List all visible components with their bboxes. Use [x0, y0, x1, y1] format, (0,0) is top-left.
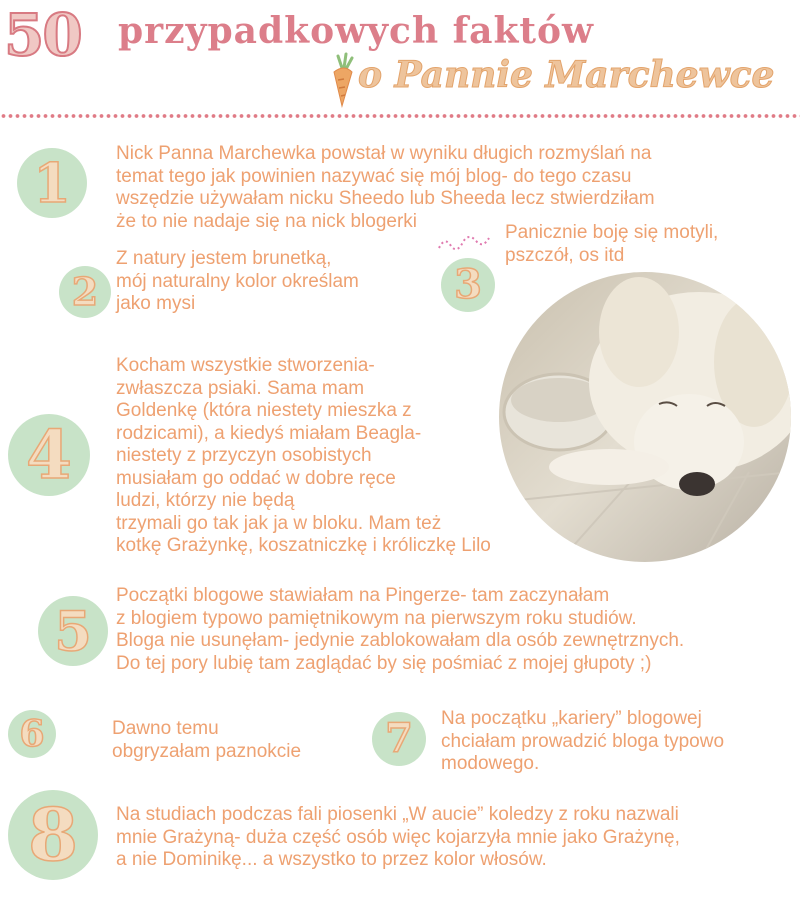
fact-1-text: Nick Panna Marchewka powstał w wyniku długich rozmyślań na temat tego jak powinien nazywać się mój blog- do tego czasu wszędzie używałam nicku Sheedo lub Sheeda lecz stwierdziłam że to nie nadaje się na nick blogerki	[116, 143, 655, 232]
fact-7-text: Na początku „kariery” blogowej chciałam prowadzić bloga typowo modowego.	[441, 708, 725, 774]
fact-3-number: 3	[454, 261, 482, 308]
fact-4-text: Kocham wszystkie stworzenia- zwłaszcza psiaki. Sama mam Goldenkę (która niestety mieszka z rodzicami), a kiedyś miałam Beagla- niestety z przyczyn osobistych musiałam go oddać w dobre ręce ludzi, którzy nie będą trzymali go tak jak ja w bloku. Mam też kotkę Grażynkę, koszatniczkę i króliczkę Lilo	[116, 355, 491, 556]
fact-5-number: 5	[54, 599, 92, 663]
fact-8-text: Na studiach podczas fali piosenki „W aucie” koledzy z roku nazwali mnie Grażyną- duża część osób więc kojarzyła mnie jako Grażynę, a nie Dominikę... a wszystko to przez kolor włosów.	[116, 804, 680, 870]
fact-6-number: 6	[19, 713, 45, 755]
fact-2-text: Z natury jestem brunetką, mój naturalny kolor określam jako mysi	[116, 248, 359, 314]
fact-1-number: 1	[33, 151, 71, 215]
fact-4-number: 4	[26, 416, 72, 494]
fact-5-text: Początki blogowe stawiałam na Pingerze- tam zaczynałam z blogiem typowo pamiętnikowym na pierwszym roku studiów. Bloga nie usunęłam- jedynie zablokowałam dla osób zewnętrznych. Do tej pory lubię tam zaglądać by się pośmiać z mojej głupoty ;)	[116, 585, 685, 674]
header-number: 50	[4, 1, 81, 69]
fact-6-text: Dawno temu obgryzałam paznokcie	[112, 718, 302, 762]
header-title: przypadkowych faktów	[118, 10, 595, 52]
dotted-swirl-icon	[437, 228, 497, 256]
fact-8-number: 8	[27, 792, 79, 877]
dotted-divider	[0, 112, 800, 120]
dog-photo	[499, 272, 791, 562]
fact-2-number: 2	[71, 269, 99, 314]
header-subtitle: o Pannie Marchewce	[358, 54, 775, 96]
fact-3-text: Panicznie boję się motyli, pszczół, os itd	[505, 222, 719, 266]
carrot-icon	[326, 52, 360, 108]
fact-7-number: 7	[385, 715, 413, 762]
